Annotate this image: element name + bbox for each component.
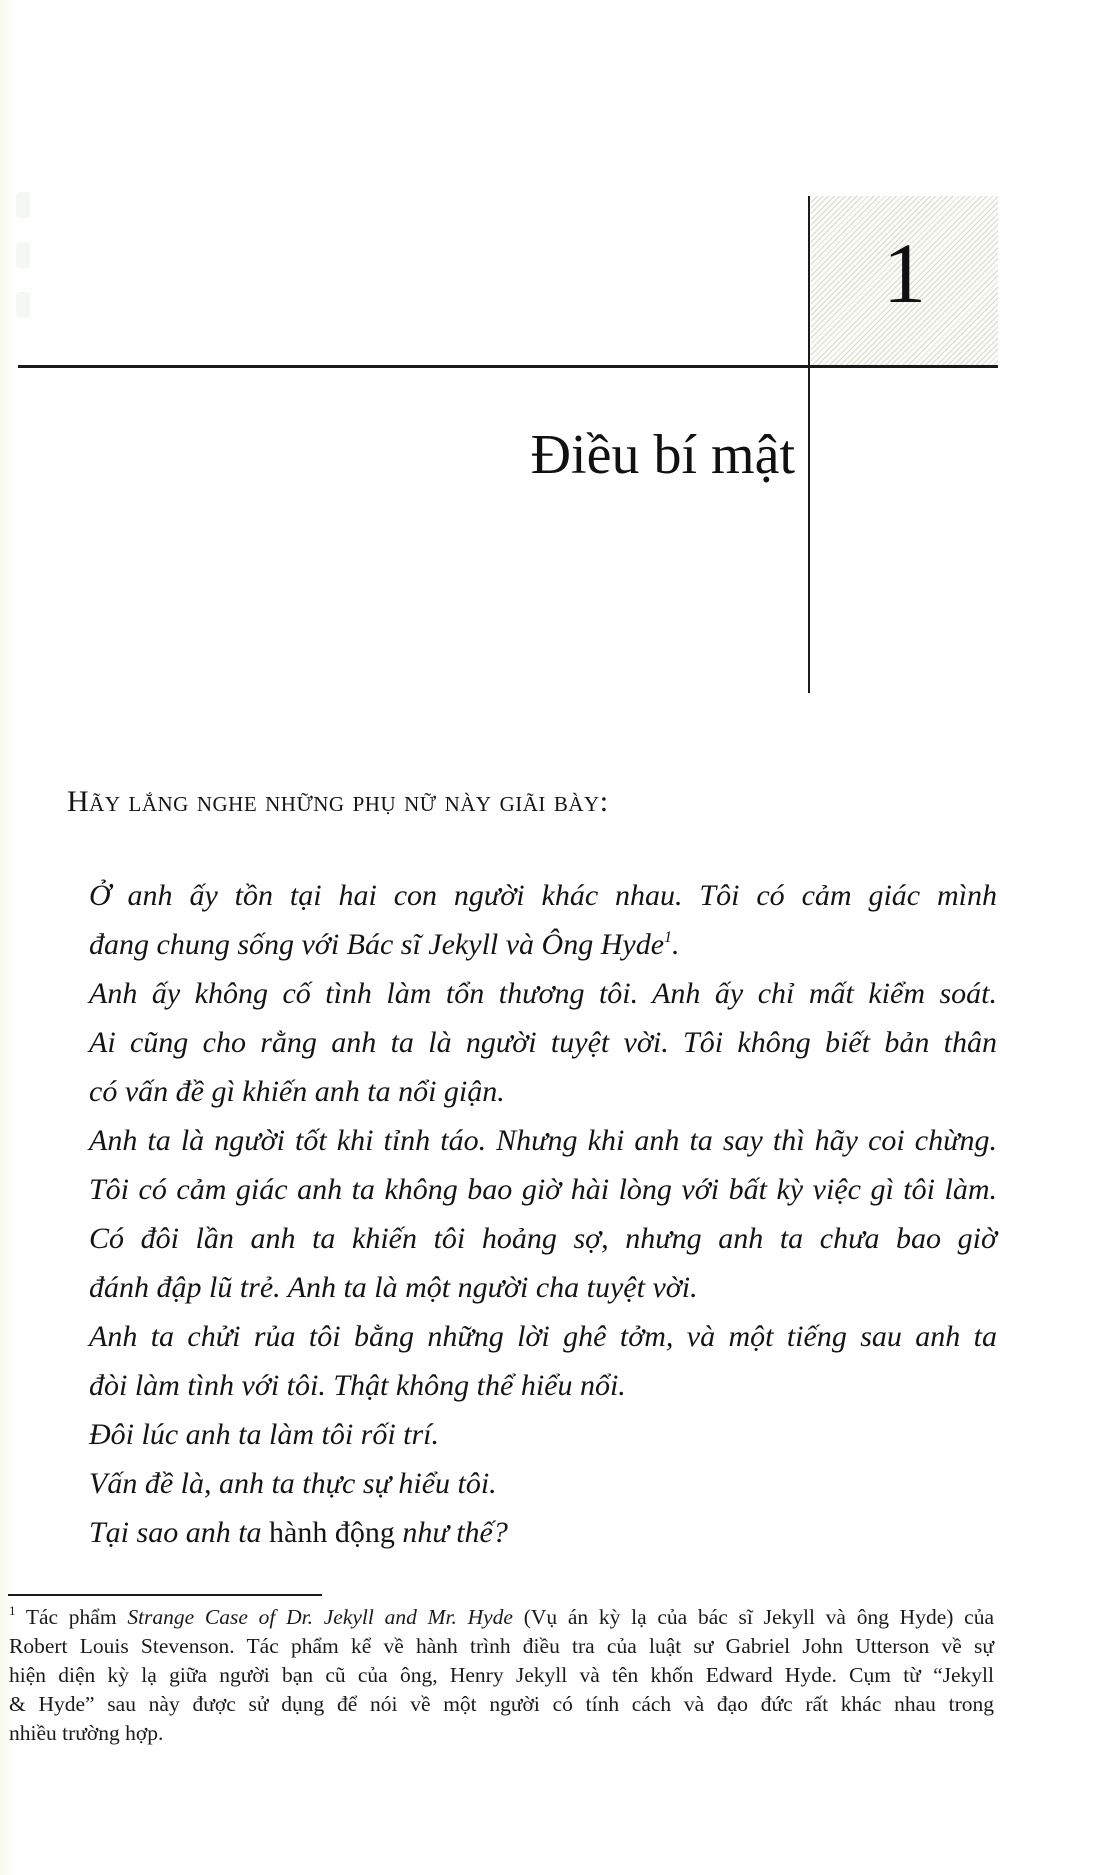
quote-text: đang chung sống với Bác sĩ Jekyll và Ông Hyde (89, 928, 665, 961)
footnote-reference[interactable]: 1 (664, 929, 673, 946)
quote-line: đánh đập lũ trẻ. Anh ta là một người cha tuyệt vời. (89, 1271, 698, 1304)
quote-text-roman: hành động (261, 1516, 403, 1549)
footnote-text: (Vụ án kỳ lạ của bác sĩ Jekyll và ông Hyde) của (512, 1605, 994, 1629)
quote-line: có vấn đề gì khiến anh ta nổi giận. (89, 1075, 505, 1108)
quote-line: Anh ấy không cố tình làm tổn thương tôi. Anh ấy chỉ mất kiểm soát. (89, 977, 997, 1010)
quote-line: Anh ta chửi rủa tôi bằng những lời ghê tởm, và một tiếng sau anh ta (89, 1320, 997, 1353)
footnote-text: Tác phẩm (15, 1605, 128, 1629)
book-title: Strange Case of Dr. Jekyll and Mr. Hyde (127, 1605, 513, 1629)
quote-line: Có đôi lần anh ta khiến tôi hoảng sợ, nhưng anh ta chưa bao giờ (89, 1222, 997, 1255)
bleed-through-mark (16, 242, 30, 268)
footnote-line (9, 1603, 994, 1632)
quote-line: Ở anh ấy tồn tại hai con người khác nhau. Tôi có cảm giác mình (89, 879, 997, 912)
quote-line: Tôi có cảm giác anh ta không bao giờ hài lòng với bất kỳ việc gì tôi làm. (89, 1173, 997, 1206)
footnote-line: hiện diện kỳ lạ giữa người bạn cũ của ông, Henry Jekyll và tên khốn Edward Hyde. Cụm từ “Jekyll (9, 1663, 994, 1687)
quote-line (89, 920, 997, 969)
lead-in-heading: Hãy lắng nghe những phụ nữ này giãi bày: (67, 785, 609, 818)
chapter-vertical-rule (808, 196, 810, 693)
quote-punctuation: . (672, 928, 680, 961)
bleed-through-mark (16, 292, 30, 318)
chapter-number-box (811, 196, 998, 367)
quote-line: Đôi lúc anh ta làm tôi rối trí. (89, 1418, 440, 1451)
quote-text-italic: Tại sao anh ta (89, 1516, 262, 1549)
chapter-number: 1 (883, 225, 926, 321)
quote-line: Vấn đề là, anh ta thực sự hiểu tôi. (89, 1467, 497, 1500)
quote-text-italic: như thế? (402, 1516, 508, 1549)
quote-block (89, 871, 997, 1557)
quote-line-final (89, 1508, 997, 1557)
bleed-through-mark (16, 192, 30, 218)
quote-line: Ai cũng cho rằng anh ta là người tuyệt vời. Tôi không biết bản thân (89, 1026, 997, 1059)
footnote-separator (8, 1594, 322, 1596)
footnote-line: & Hyde” sau này được sử dụng để nói về một người có tính cách và đạo đức rất khác nhau trong (9, 1692, 994, 1716)
footnote-line: nhiều trường hợp. (9, 1721, 164, 1745)
quote-line: đòi làm tình với tôi. Thật không thể hiểu nổi. (89, 1369, 626, 1402)
footnote-line: Robert Louis Stevenson. Tác phẩm kể về hành trình điều tra của luật sư Gabriel John Utterson về sự (9, 1634, 994, 1658)
chapter-horizontal-rule (18, 365, 998, 368)
footnote (9, 1603, 994, 1748)
chapter-title: Điều bí mật (530, 424, 795, 486)
quote-line: Anh ta là người tốt khi tỉnh táo. Nhưng khi anh ta say thì hãy coi chừng. (89, 1124, 997, 1157)
footnote-marker: 1 (9, 1603, 16, 1618)
